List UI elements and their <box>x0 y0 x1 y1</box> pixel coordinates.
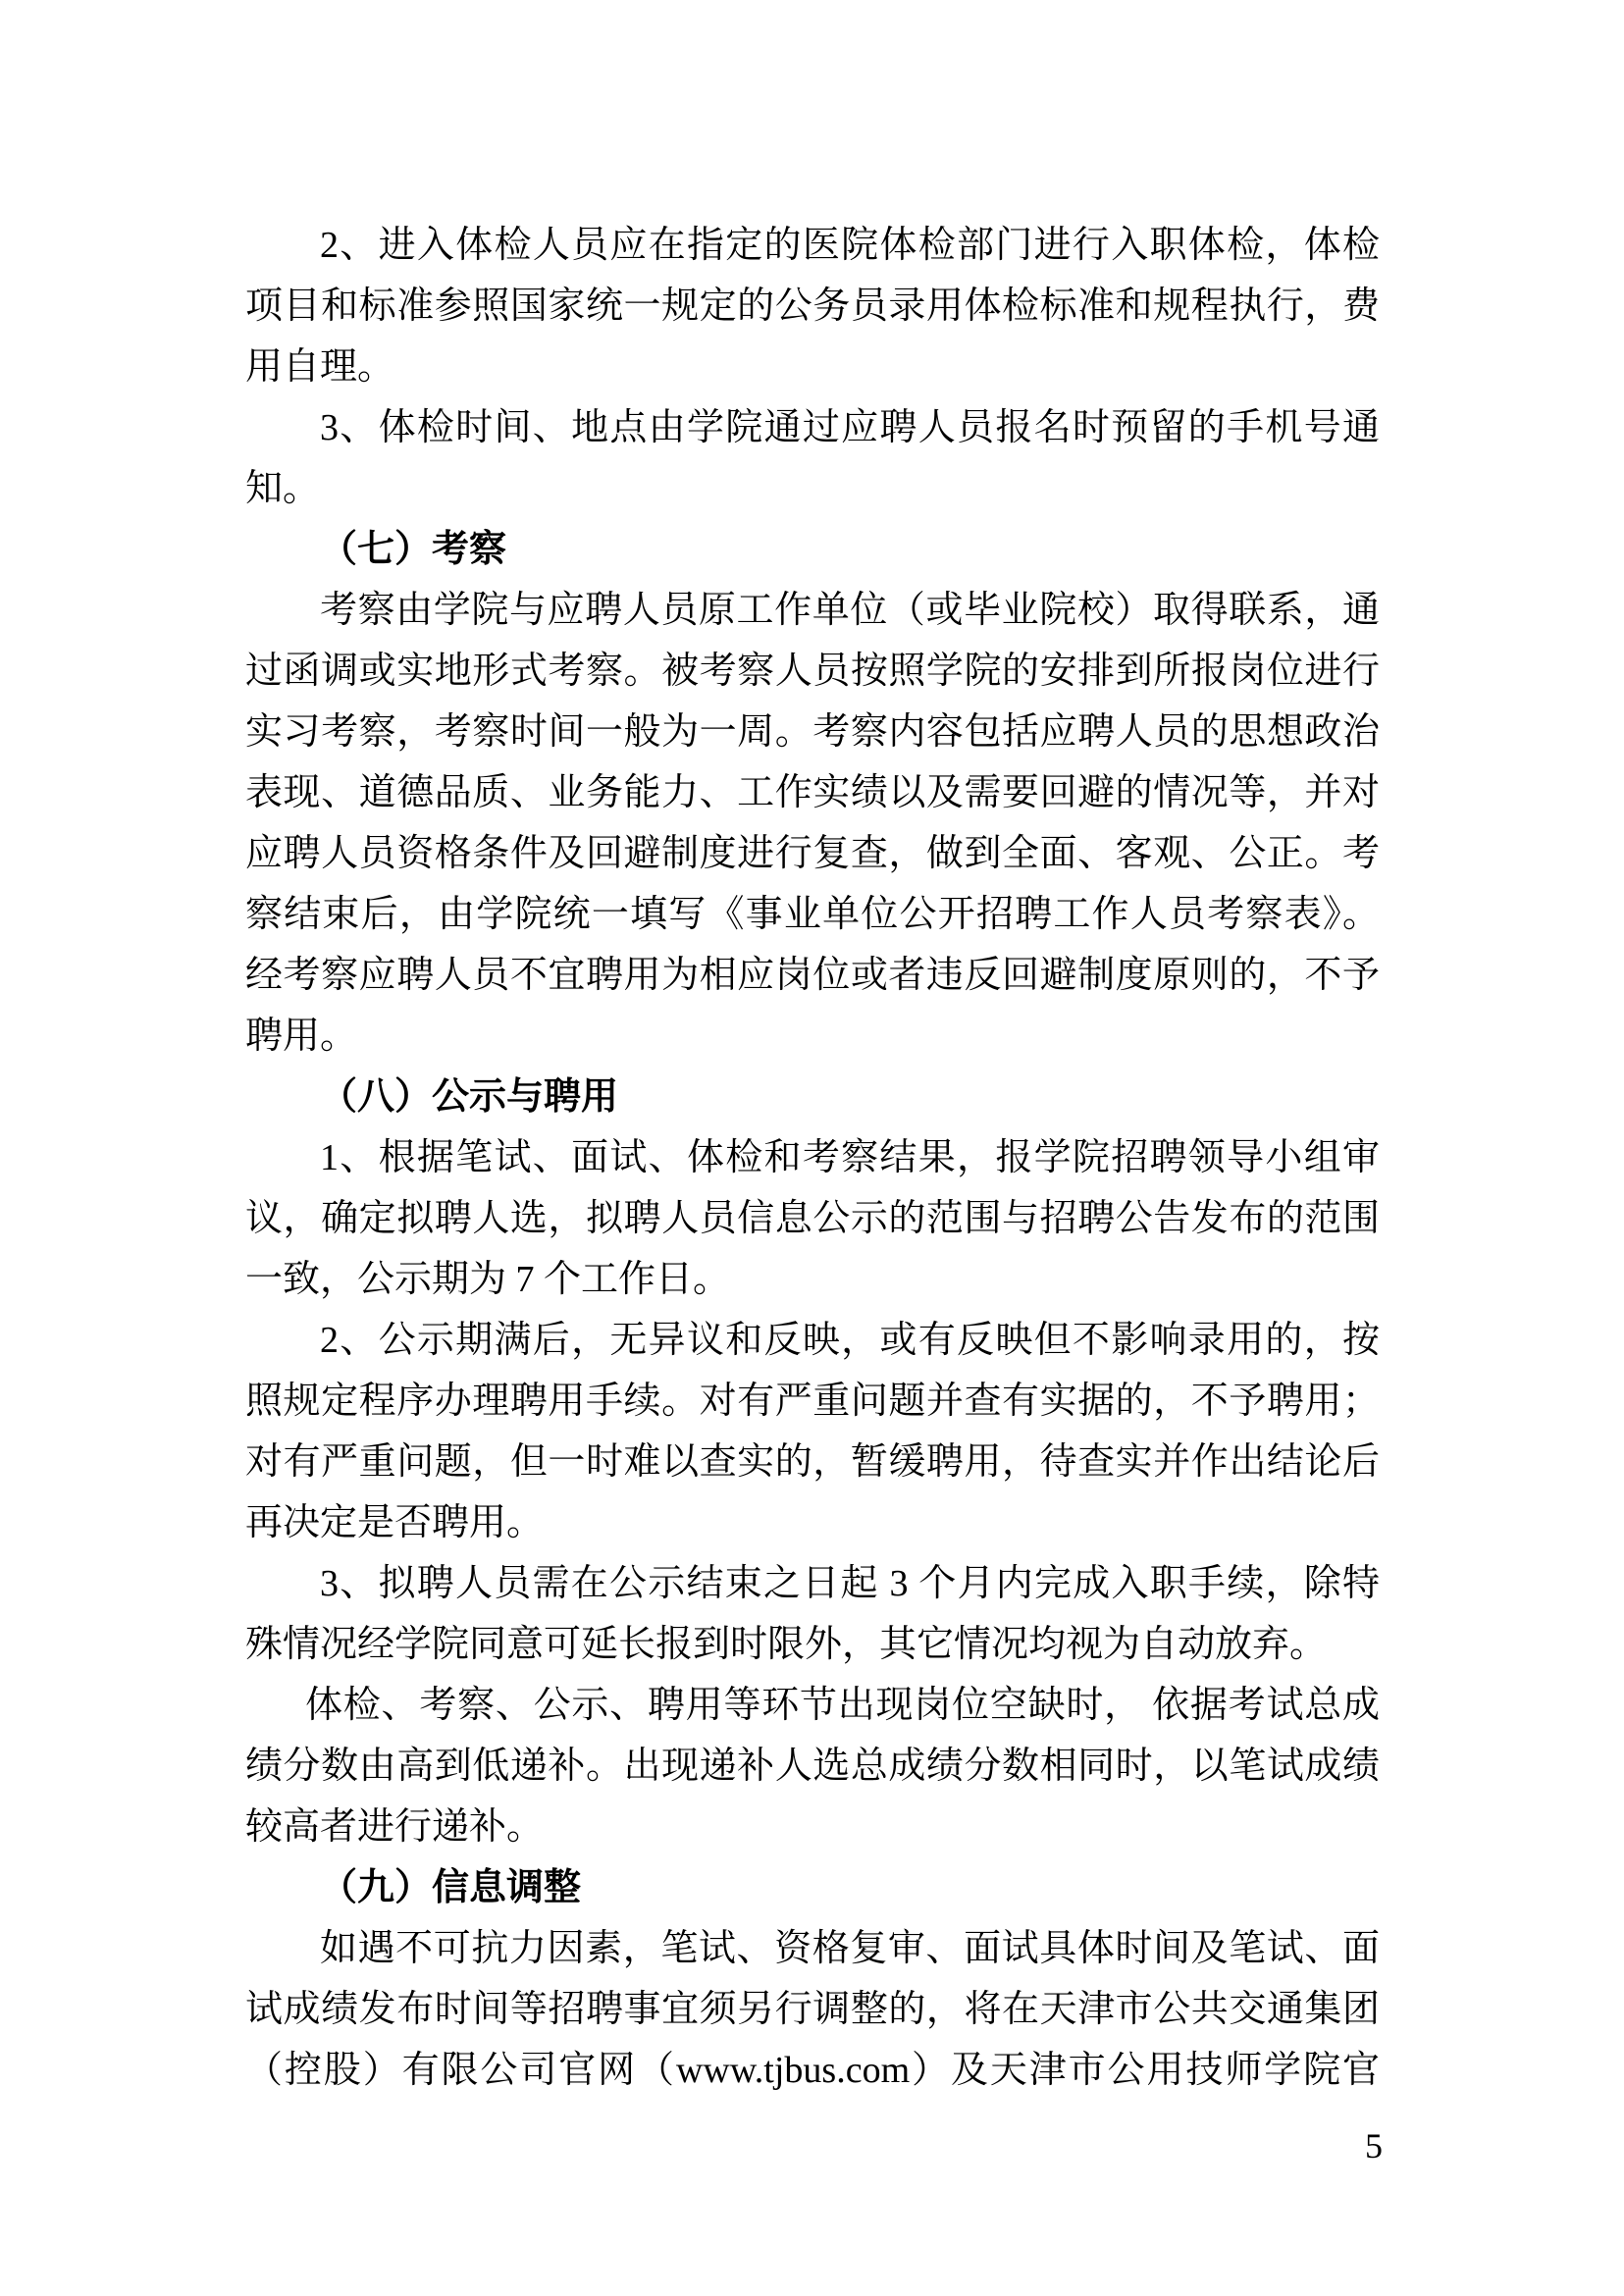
doc-line: 2、进入体检人员应在指定的医院体检部门进行入职体检，体检 <box>320 225 1380 266</box>
doc-line: 对有严重问题，但一时难以查实的，暂缓聘用，待查实并作出结论后 <box>245 1441 1380 1483</box>
section-heading-inspection: （七）考察 <box>320 529 507 570</box>
doc-line: 议，确定拟聘人选，拟聘人员信息公示的范围与招聘公告发布的范围 <box>245 1198 1380 1239</box>
doc-line: 实习考察，考察时间一般为一周。考察内容包括应聘人员的思想政治 <box>245 711 1380 753</box>
doc-line: 考察由学院与应聘人员原工作单位（或毕业院校）取得联系，通 <box>320 590 1380 631</box>
doc-line: 如遇不可抗力因素，笔试、资格复审、面试具体时间及笔试、面 <box>320 1928 1380 1969</box>
doc-line: 体检、考察、公示、聘用等环节出现岗位空缺时， 依据考试总成 <box>305 1685 1380 1726</box>
doc-line: 2、公示期满后，无异议和反映，或有反映但不影响录用的，按 <box>320 1320 1380 1361</box>
doc-line: 1、根据笔试、面试、体检和考察结果，报学院招聘领导小组审 <box>320 1137 1380 1178</box>
doc-line: 一致，公示期为 7 个工作日。 <box>245 1259 731 1300</box>
doc-line: 过函调或实地形式考察。被考察人员按照学院的安排到所报岗位进行 <box>245 651 1380 692</box>
doc-line: 绩分数由高到低递补。出现递补人选总成绩分数相同时，以笔试成绩 <box>245 1746 1380 1787</box>
doc-line: 应聘人员资格条件及回避制度进行复查，做到全面、客观、公正。考 <box>245 833 1380 874</box>
doc-line: 3、体检时间、地点由学院通过应聘人员报名时预留的手机号通 <box>320 407 1380 448</box>
doc-line: 试成绩发布时间等招聘事宜须另行调整的，将在天津市公共交通集团 <box>245 1989 1380 2030</box>
doc-line: 再决定是否聘用。 <box>245 1502 545 1543</box>
document-body <box>245 215 1380 2101</box>
doc-line: 聘用。 <box>245 1016 358 1057</box>
doc-line: 较高者进行递补。 <box>245 1806 545 1848</box>
doc-line: 3、拟聘人员需在公示结束之日起 3 个月内完成入职手续，除特 <box>320 1563 1380 1604</box>
doc-line: 经考察应聘人员不宜聘用为相应岗位或者违反回避制度原则的，不予 <box>245 955 1380 996</box>
doc-line: （控股）有限公司官网（www.tjbus.com）及天津市公用技师学院官 <box>245 2050 1380 2091</box>
doc-line: 殊情况经学院同意可延长报到时限外，其它情况均视为自动放弃。 <box>245 1624 1328 1665</box>
doc-line: 察结束后，由学院统一填写《事业单位公开招聘工作人员考察表》。 <box>245 894 1380 935</box>
doc-line: 照规定程序办理聘用手续。对有严重问题并查有实据的，不予聘用； <box>245 1381 1380 1422</box>
section-heading-info-adjustment: （九）信息调整 <box>320 1867 582 1908</box>
doc-line: 知。 <box>245 468 321 509</box>
doc-line: 项目和标准参照国家统一规定的公务员录用体检标准和规程执行，费 <box>245 286 1380 327</box>
page-number: 5 <box>1365 2126 1383 2166</box>
section-heading-publicity-employment: （八）公示与聘用 <box>320 1076 619 1118</box>
doc-line: 用自理。 <box>245 346 395 388</box>
doc-line: 表现、道德品质、业务能力、工作实绩以及需要回避的情况等，并对 <box>245 772 1380 813</box>
